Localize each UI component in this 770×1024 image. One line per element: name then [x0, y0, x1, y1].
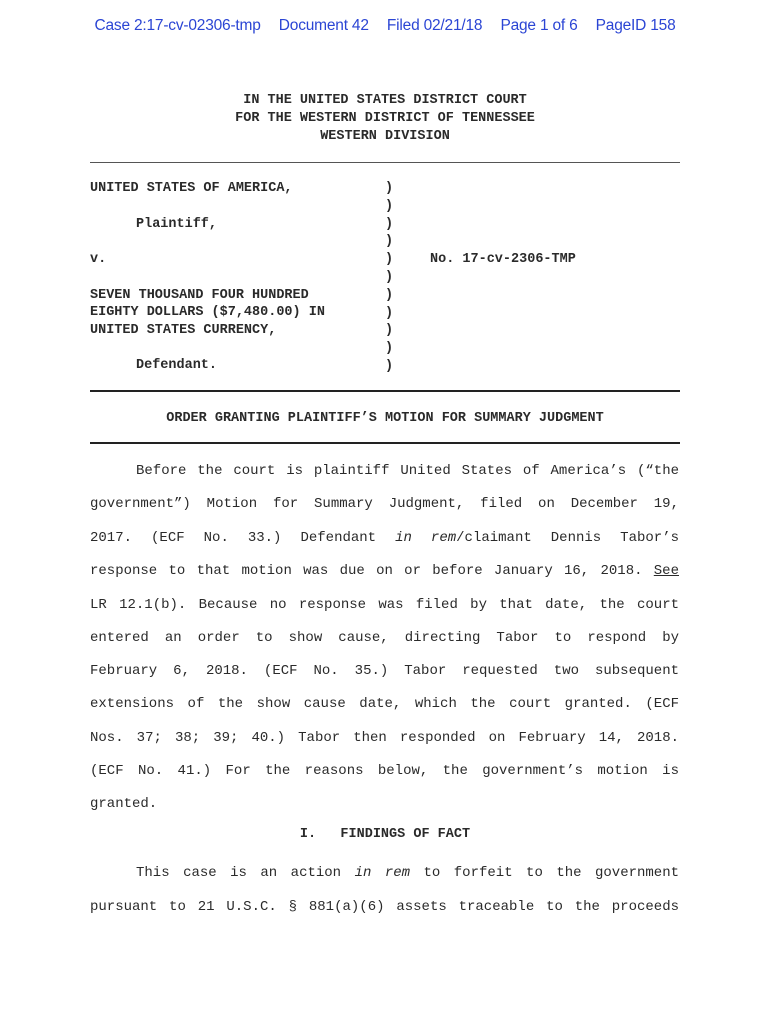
para1-line-7: February 6, 2018. (ECF No. 35.) Tabor requested two subsequent [90, 663, 679, 679]
title-top-rule [90, 390, 680, 392]
para1-line-6: entered an order to show cause, directing Tabor to respond by [90, 630, 679, 646]
para1-line-2: government”) Motion for Summary Judgment, filed on December 19, [90, 496, 679, 512]
court-line-3: WESTERN DIVISION [320, 129, 450, 144]
para1-line-3-c: /claimant Dennis Tabor’s [456, 530, 679, 546]
para1-line-8: extensions of the show cause date, which the court granted. (ECF [90, 696, 679, 712]
para1-line-3 [90, 528, 679, 548]
page-id-stamp: PageID 158 [595, 17, 676, 34]
para1-line-4-a: response to that motion was due on or before January 16, 2018. [90, 563, 654, 579]
page-count-stamp: Page 1 of 6 [500, 17, 578, 34]
title-bottom-rule [90, 442, 680, 444]
court-line-2: FOR THE WESTERN DISTRICT OF TENNESSEE [235, 111, 535, 126]
para2-line-1-a: This case is an action [136, 865, 355, 881]
para1-line-1: Before the court is plaintiff United States of America’s (“the [136, 463, 679, 479]
para2-line-1-italic: in rem [354, 865, 411, 881]
filing-header [0, 17, 770, 35]
caption-plaintiff: UNITED STATES OF AMERICA, [90, 181, 293, 196]
section-heading-findings-of-fact: I. FINDINGS OF FACT [299, 827, 471, 842]
para1-line-4 [90, 561, 679, 581]
filed-date-stamp: Filed 02/21/18 [386, 17, 483, 34]
para1-line-11: granted. [90, 796, 158, 812]
order-title: ORDER GRANTING PLAINTIFF’S MOTION FOR SUMMARY JUDGMENT [166, 411, 604, 426]
caption-top-rule [90, 162, 680, 163]
para1-line-10: (ECF No. 41.) For the reasons below, the government’s motion is [90, 763, 679, 779]
para1-line-9: Nos. 37; 38; 39; 40.) Tabor then responded on February 14, 2018. [90, 730, 679, 746]
court-title [90, 92, 680, 146]
para2-line-1-c: to forfeit to the government [410, 865, 680, 881]
caption-parenthesis-column: ) ) ) ) ) ) ) ) ) ) ) [385, 181, 394, 374]
caption-plaintiff-role: Plaintiff, [136, 217, 218, 232]
document-number-stamp: Document 42 [278, 17, 369, 34]
case-number-stamp: Case 2:17-cv-02306-tmp [94, 17, 261, 34]
caption-defendant-role: Defendant. [136, 358, 218, 373]
para1-line-3-a: 2017. (ECF No. 33.) Defendant [90, 530, 396, 546]
caption-defendant-line-2: EIGHTY DOLLARS ($7,480.00) IN [90, 305, 325, 320]
para2-line-1 [136, 863, 679, 883]
para2-line-2: pursuant to 21 U.S.C. § 881(a)(6) assets traceable to the proceeds [90, 899, 679, 915]
caption-defendant-line-1: SEVEN THOUSAND FOUR HUNDRED [90, 288, 309, 303]
para1-line-4-see: See [653, 563, 679, 579]
para1-line-3-italic: in rem [395, 530, 457, 546]
caption-defendant-line-3: UNITED STATES CURRENCY, [90, 323, 277, 338]
caption-case-number: No. 17-cv-2306-TMP [430, 252, 576, 267]
para1-line-5: LR 12.1(b). Because no response was filed by that date, the court [90, 597, 679, 613]
caption-versus: v. [90, 252, 107, 267]
court-line-1: IN THE UNITED STATES DISTRICT COURT [243, 93, 527, 108]
